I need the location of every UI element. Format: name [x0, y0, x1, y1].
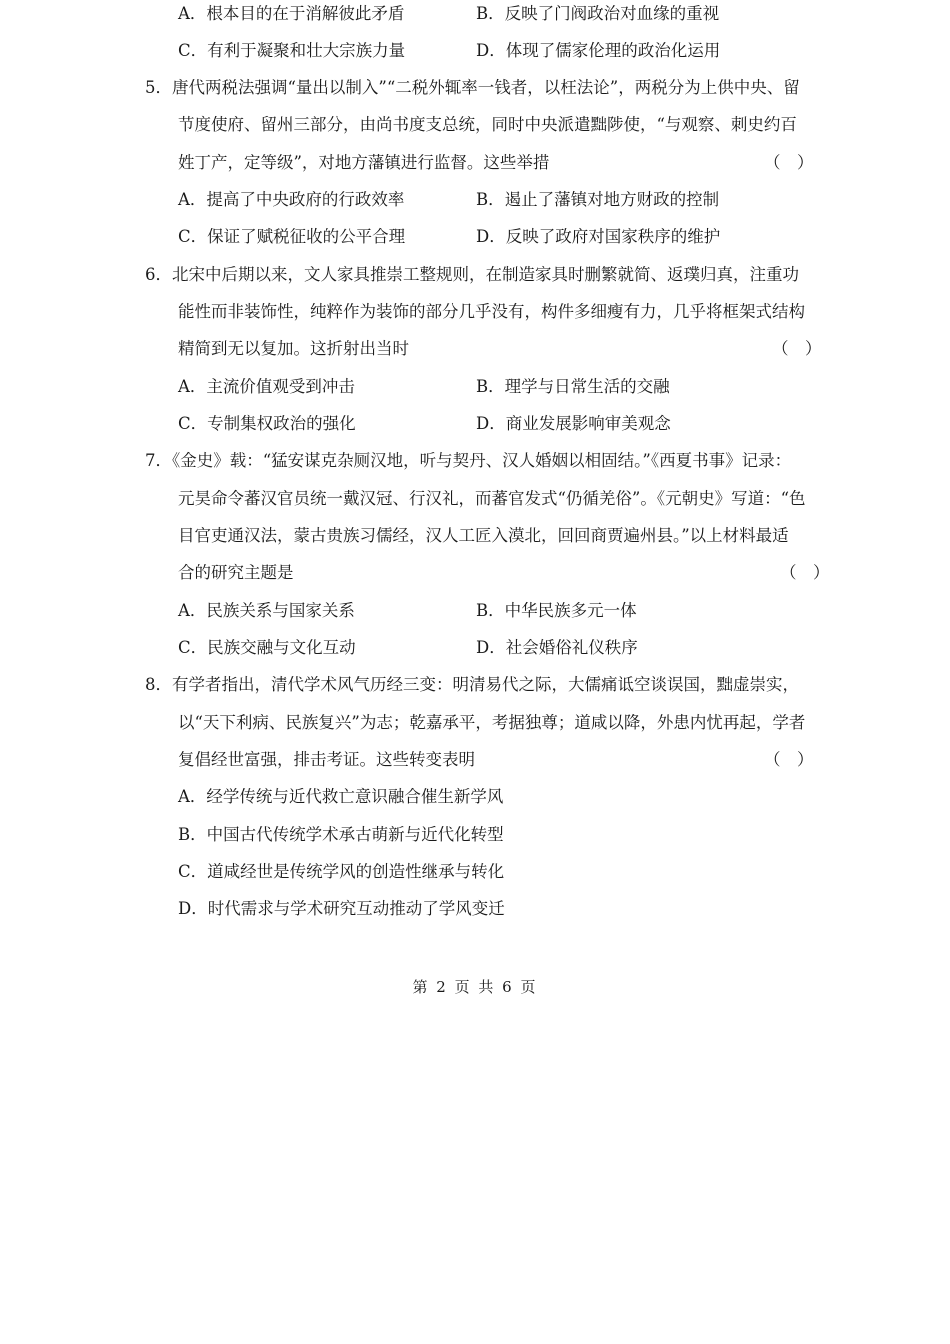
q7-option-b: B．中华民族多元一体 [476, 601, 637, 620]
q6-option-c: C．专制集权政治的强化 [178, 414, 356, 433]
q8-option-b: B．中国古代传统学术承古萌新与近代化转型 [178, 825, 504, 844]
q7-stem-line-3: 目官吏通汉法，蒙古贵族习儒经，汉人工匠入漠北，回回商贾遍州县。”以上材料最适 [178, 526, 789, 545]
q8-answer-paren: （ ） [764, 750, 814, 769]
q5-answer-paren: （ ） [764, 153, 814, 172]
q6-option-a: A．主流价值观受到冲击 [178, 377, 355, 396]
q6-stem-line-1: 6．北宋中后期以来，文人家具推崇工整规则，在制造家具时删繁就简、返璞归真，注重功 [145, 265, 799, 284]
q5-stem-line-2: 节度使府、留州三部分，由尚书度支总统，同时中央派遣黜陟使，“与观察、刺史约百 [178, 115, 797, 134]
q4-option-a: A．根本目的在于消解彼此矛盾 [178, 4, 405, 23]
q5-option-d: D．反映了政府对国家秩序的维护 [476, 227, 721, 246]
q5-option-c: C．保证了赋税征收的公平合理 [178, 227, 406, 246]
q5-option-b: B．遏止了藩镇对地方财政的控制 [476, 190, 720, 209]
q7-stem-line-1: 7．《金史》载：“猛安谋克杂厕汉地，听与契丹、汉人婚姻以相固结。”《西夏书事》记录： [145, 451, 792, 470]
q5-option-a: A．提高了中央政府的行政效率 [178, 190, 405, 209]
q8-option-c: C．道咸经世是传统学风的创造性继承与转化 [178, 862, 505, 881]
q6-option-d: D．商业发展影响审美观念 [476, 414, 671, 433]
q5-stem-line-1: 5．唐代两税法强调“量出以制入”“二税外辄率一钱者，以枉法论”，两税分为上供中央、留 [145, 78, 800, 97]
q8-stem-line-1: 8．有学者指出，清代学术风气历经三变：明清易代之际，大儒痛诋空谈误国，黜虚崇实， [145, 675, 799, 694]
q4-option-c: C．有利于凝聚和壮大宗族力量 [178, 41, 406, 60]
q5-stem-line-3: 姓丁产，定等级”，对地方藩镇进行监督。这些举措 [178, 153, 550, 172]
q7-option-d: D．社会婚俗礼仪秩序 [476, 638, 638, 657]
q8-option-a: A．经学传统与近代救亡意识融合催生新学风 [178, 787, 504, 806]
q8-stem-line-2: 以“天下利病、民族复兴”为志；乾嘉承平，考据独尊；道咸以降，外患内忧再起，学者 [178, 713, 806, 732]
q4-option-b: B．反映了门阀政治对血缘的重视 [476, 4, 720, 23]
q7-stem-line-2: 元昊命令蕃汉官员统一戴汉冠、行汉礼，而蕃官发式“仍循羌俗”。《元朝史》写道：“色 [178, 489, 806, 508]
q7-stem-line-4: 合的研究主题是 [178, 563, 294, 582]
q8-stem-line-3: 复倡经世富强，排击考证。这些转变表明 [178, 750, 475, 769]
q7-option-c: C．民族交融与文化互动 [178, 638, 356, 657]
q6-stem-line-2: 能性而非装饰性，纯粹作为装饰的部分几乎没有，构件多细瘦有力，几乎将框架式结构 [178, 302, 805, 321]
q7-answer-paren: （ ） [780, 563, 830, 582]
q6-stem-line-3: 精简到无以复加。这折射出当时 [178, 339, 409, 358]
q6-option-b: B．理学与日常生活的交融 [476, 377, 670, 396]
q8-option-d: D．时代需求与学术研究互动推动了学风变迁 [178, 899, 505, 918]
q4-option-d: D．体现了儒家伦理的政治化运用 [476, 41, 721, 60]
q6-answer-paren: （ ） [772, 339, 822, 358]
q7-option-a: A．民族关系与国家关系 [178, 601, 355, 620]
page-footer: 第 2 页 共 6 页 [412, 978, 538, 996]
